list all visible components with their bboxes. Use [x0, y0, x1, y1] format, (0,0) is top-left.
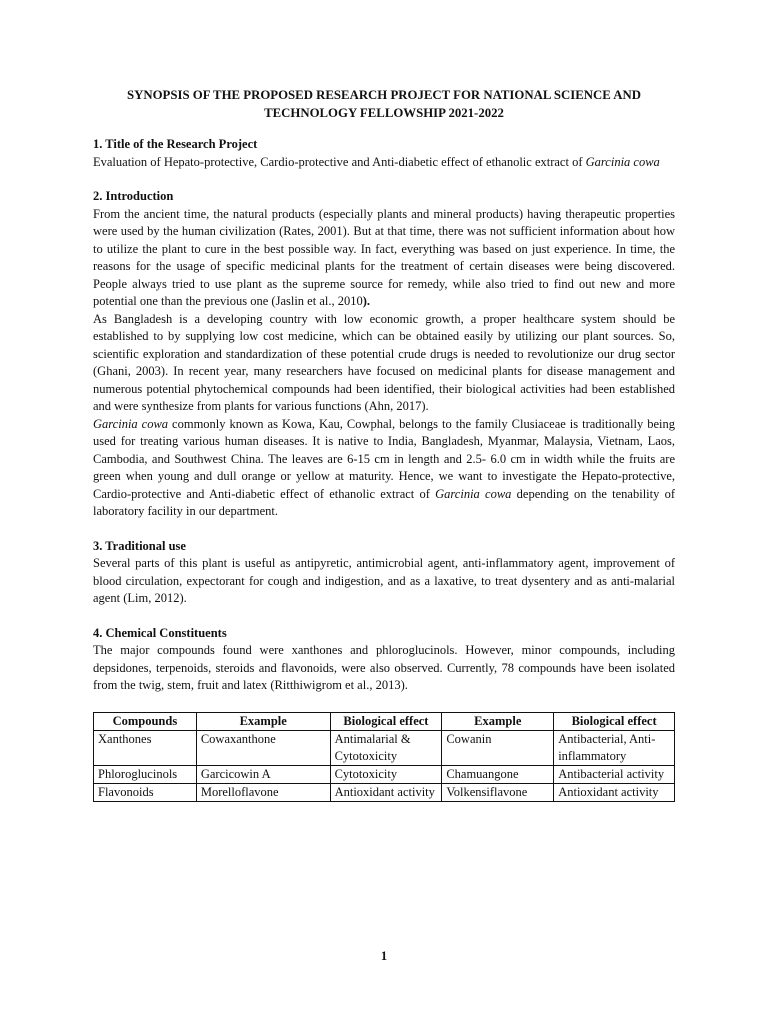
table-cell: Antimalarial & Cytotoxicity: [330, 730, 442, 765]
table-cell: Volkensiflavone: [442, 783, 554, 801]
section-heading: 2. Introduction: [93, 189, 174, 203]
project-title-text: Evaluation of Hepato-protective, Cardio-protective and Anti-diabetic effect of ethanolic extract of Garcinia cowa: [93, 154, 660, 169]
table-cell: Phloroglucinols: [94, 765, 197, 783]
table-cell: Garcicowin A: [196, 765, 330, 783]
paragraph: As Bangladesh is a developing country with low economic growth, a proper healthcare system should be established to by supplying low cost medicine, which can be obtained easily by utilizing our plant sources. So, scientific exploration and standardization of these potential crude drugs is needed to revolutionize our drug sector (Ghani, 2003). In recent year, many researchers have focused on medicinal plants for disease management and numerous potential phytochemical compounds had been identified, their biological activities had been established and were synthesize from plants for various functions (Ahn, 2017).: [93, 311, 675, 413]
table-cell: Antibacterial activity: [554, 765, 675, 783]
table-cell: Antioxidant activity: [330, 783, 442, 801]
section-heading: 4. Chemical Constituents: [93, 625, 227, 640]
table-cell: Flavonoids: [94, 783, 197, 801]
page-number: 1: [380, 949, 388, 963]
paragraph: Garcinia cowa commonly known as Kowa, Kau, Cowphal, belongs to the family Clusiaceae is traditionally being used for treating various human diseases. It is native to India, Bangladesh, Myanmar, Malaysia, Vietnam, Laos, Cambodia, and Southwest China. The leaves are 6-15 cm in length and 2.5- 6.0 cm in width while the fruits are green when young and dull orange or yellow at maturity. Hence, we want to investigate the Hepato-protective, Cardio-protective and Anti-diabetic effect of ethanolic extract of Garcinia cowa depending on the tenability of laboratory facility in our department.: [93, 416, 676, 518]
table-cell: Chamuangone: [442, 765, 554, 783]
paragraph: Several parts of this plant is useful as antipyretic, antimicrobial agent, anti-inflammatory agent, improvement of blood circulation, expectorant for cough and indigestion, and as a laxative, to treat dysentery and as anti-malarial agent (Lim, 2012).: [93, 556, 675, 605]
table-cell: Morelloflavone: [196, 783, 330, 801]
table-row: [94, 783, 675, 801]
section-title-of-project: [93, 136, 675, 171]
species-name: Garcinia cowa: [435, 486, 512, 501]
species-name: Garcinia cowa: [585, 154, 660, 169]
table-cell: Antibacterial, Anti-inflammatory: [554, 730, 675, 765]
table-cell: Antioxidant activity: [554, 783, 675, 801]
table-cell: Cowanin: [442, 730, 554, 765]
table-header-cell: Example: [442, 712, 554, 730]
species-name: Garcinia cowa: [93, 416, 169, 431]
table-row: [94, 765, 675, 783]
section-heading: 3. Traditional use: [93, 538, 186, 553]
constituents-table: [93, 712, 675, 802]
table-header-cell: Compounds: [94, 712, 197, 730]
table-cell: Cowaxanthone: [196, 730, 330, 765]
section-heading: 1. Title of the Research Project: [93, 137, 258, 151]
section-introduction: [93, 188, 675, 521]
table-cell: Cytotoxicity: [330, 765, 442, 783]
document-title: SYNOPSIS OF THE PROPOSED RESEARCH PROJECT FOR NATIONAL SCIENCE AND TECHNOLOGY FELLOWSHIP 2021-2022: [127, 88, 641, 120]
paragraph: The major compounds found were xanthones and phloroglucinols. However, minor compounds, including depsidones, terpenoids, steroids and flavonoids, were also observed. Currently, 78 compounds have been isolated from the twig, stem, fruit and latex (Ritthiwigrom et al., 2013).: [93, 643, 675, 692]
table-header-cell: Biological effect: [554, 712, 675, 730]
table-cell: Xanthones: [94, 730, 197, 765]
table-header-cell: Example: [196, 712, 330, 730]
table-header-cell: Biological effect: [330, 712, 442, 730]
section-chemical-constituents: [93, 625, 675, 695]
paragraph: From the ancient time, the natural products (especially plants and mineral products) having therapeutic properties were used by the human civilization (Rates, 2001). But at that time, there was not sufficient information about how to utilize the plant to cure in the best possible way. In fact, everything was based on just experience. In time, the reasons for the usage of specific medicinal plants for the treatment of certain diseases were being discovered. People always tried to use plant as the supreme source for remedy, while also tried to find out new and more potential one than the previous one (Jaslin et al., 2010).: [93, 206, 675, 308]
table-header-row: [94, 712, 675, 730]
table-row: [94, 730, 675, 765]
section-traditional-use: [93, 538, 675, 608]
